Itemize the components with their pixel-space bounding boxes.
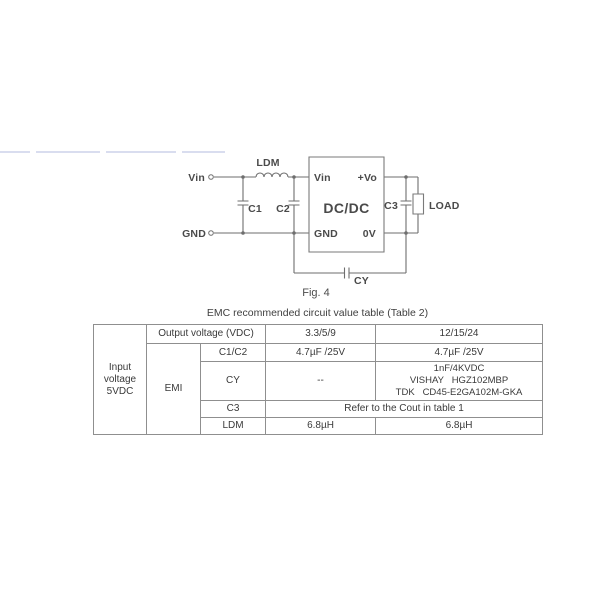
table-row — [94, 325, 543, 344]
cy-label: CY — [354, 275, 369, 287]
c1-capacitor-symbol — [238, 177, 249, 233]
cell-cy-low: -- — [266, 362, 376, 401]
figure-caption: Fig. 4 — [302, 287, 330, 299]
table-title: EMC recommended circuit value table (Table 2) — [206, 307, 429, 319]
cy-high-line3: TDK CD45-E2GA102M-GKA — [395, 387, 523, 398]
gnd-label: GND — [182, 228, 206, 240]
cell-c3-label: C3 — [201, 401, 266, 418]
ldm-label: LDM — [256, 157, 280, 169]
pin-vin-label: Vin — [314, 172, 331, 184]
cell-high-range-header: 12/15/24 — [376, 325, 543, 344]
cell-c1c2-low: 4.7µF /25V — [266, 344, 376, 362]
c1-label: C1 — [248, 203, 262, 215]
dcdc-label: DC/DC — [323, 200, 370, 216]
cy-capacitor-symbol — [345, 268, 350, 279]
cell-low-range-header: 3.3/5/9 — [266, 325, 376, 344]
cy-high-line1: 1nF/4KVDC — [433, 363, 485, 374]
c3-label: C3 — [384, 200, 398, 212]
cell-cy-label: CY — [201, 362, 266, 401]
gnd-terminal — [209, 231, 214, 236]
cell-c3-value: Refer to the Cout in table 1 — [266, 401, 543, 418]
vin-terminal — [209, 175, 214, 180]
cell-cy-high — [376, 362, 543, 401]
cell-c1c2-label: C1/C2 — [201, 344, 266, 362]
vin-label: Vin — [188, 172, 205, 184]
cell-emi-group: EMI — [147, 344, 201, 435]
load-resistor-box — [413, 194, 424, 214]
load-label: LOAD — [429, 200, 460, 212]
cell-ldm-high: 6.8µH — [376, 418, 543, 435]
c2-label: C2 — [276, 203, 290, 215]
cell-output-voltage-header: Output voltage (VDC) — [147, 325, 266, 344]
cell-ldm-low: 6.8µH — [266, 418, 376, 435]
cell-ldm-label: LDM — [201, 418, 266, 435]
pin-0v-label: 0V — [362, 228, 376, 240]
c3-capacitor-symbol — [401, 177, 412, 233]
inductor-coil-symbol — [256, 173, 288, 177]
pin-gnd-label: GND — [314, 228, 338, 240]
cell-c1c2-high: 4.7µF /25V — [376, 344, 543, 362]
cell-input-voltage: Input voltage 5VDC — [94, 325, 147, 435]
emc-value-table — [93, 324, 543, 435]
pin-vo-label: +Vo — [357, 172, 377, 184]
cy-high-line2: VISHAY HGZ102MBP — [409, 375, 509, 386]
table-row — [94, 344, 543, 362]
c2-capacitor-symbol — [289, 177, 300, 273]
